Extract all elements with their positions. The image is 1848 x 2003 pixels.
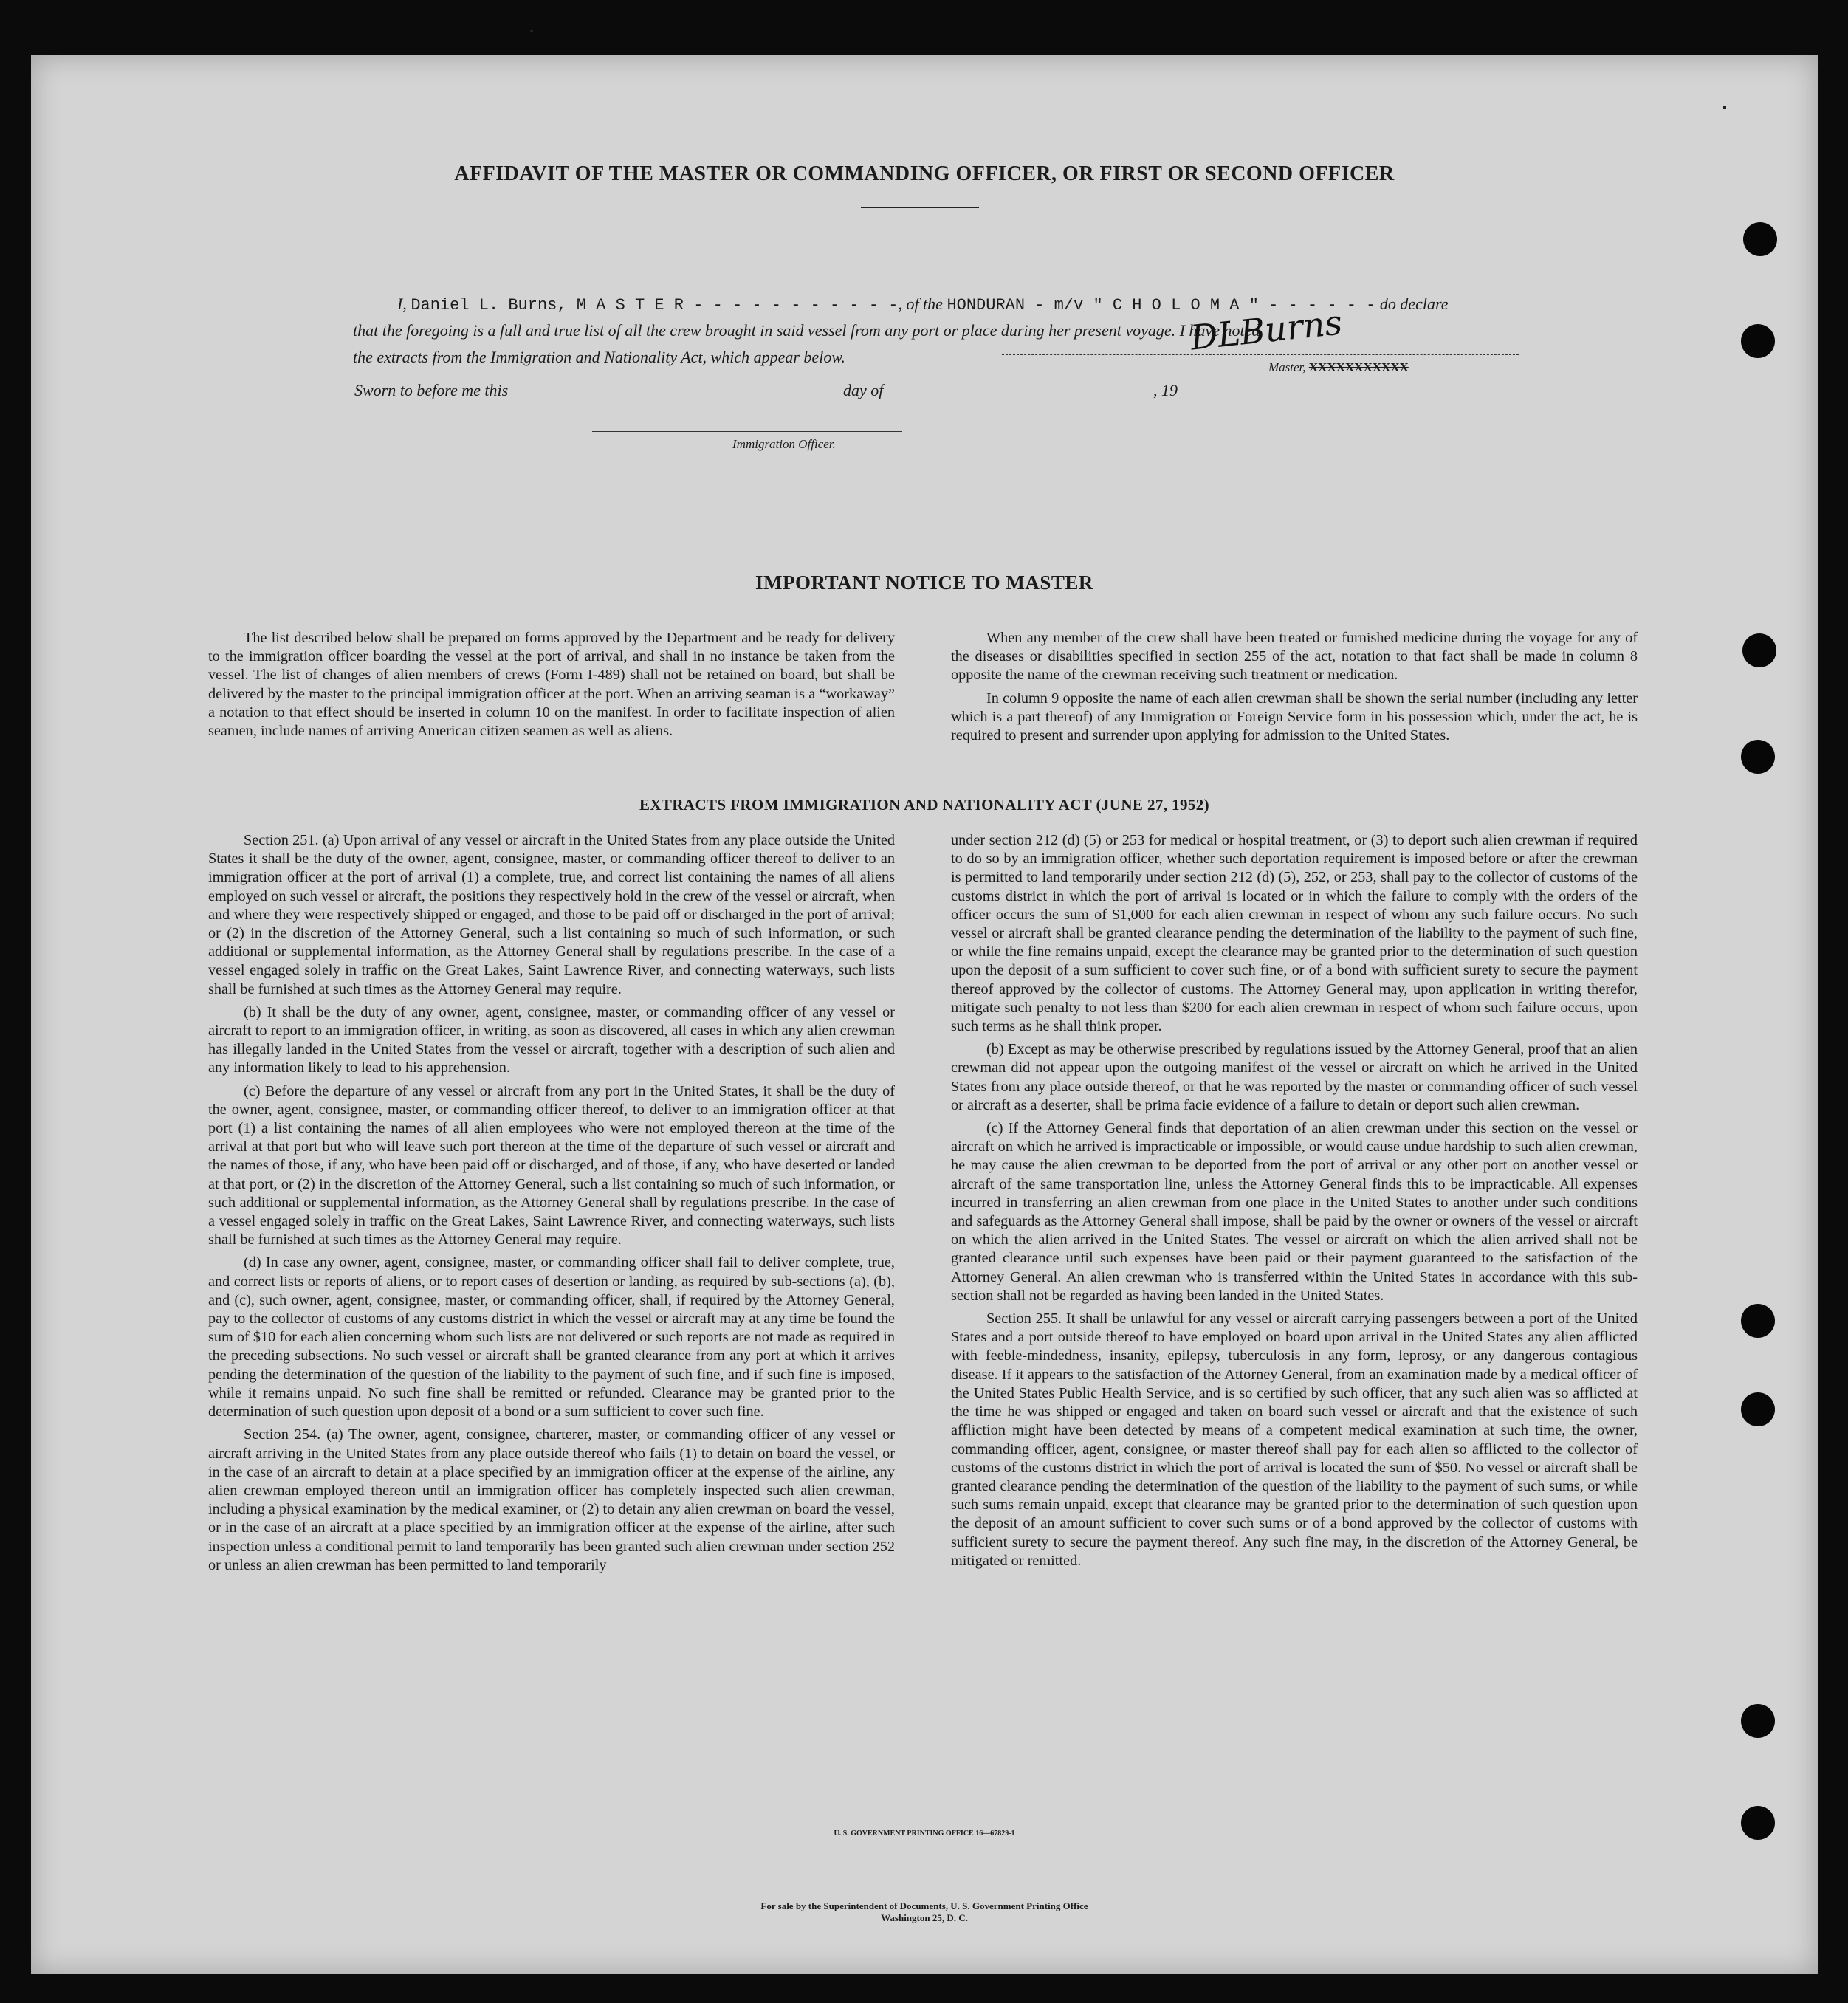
punch-hole <box>1741 740 1775 774</box>
punch-hole <box>1743 222 1777 256</box>
notice-right-paragraph-2: In column 9 opposite the name of each alien crewman shall be shown the serial number (including any letter which is a part thereof) of any Immigration or Foreign Service form in his possession which, under the act, he is required to present and surrender upon applying for admission to the United States. <box>951 690 1638 744</box>
section-254-b: (b) Except as may be otherwise prescribed by regulations issued by the Attorney General, proof that an alien crewman did not appear upon the outgoing manifest of the vessel or aircraft on which he arrived in the United States from any place outside thereof, or that he was reported by the master or commanding officer of such vessel or aircraft as a deserter, shall be prima facie evidence of a failure to detain or deport such alien crewman. <box>951 1041 1638 1113</box>
section-251-a: Section 251. (a) Upon arrival of any vessel or aircraft in the United States from any place outside the United States it shall be the duty of the owner, agent, consignee, master, or commanding officer thereof to deliver to an immigration officer at the port of arrival (1) a complete, true, and correct list containing the names of all aliens employed on such vessel or aircraft, the positions they respectively hold in the crew of the vessel or aircraft, when and where they were respectively shipped or engaged, and those to be paid off or discharged in the port of arrival; or (2) in the discretion of the Attorney General, such a list containing so much of such information, or such additional or supplemental information, as the Attorney General shall by regulations prescribe. In the case of a vessel engaged solely in traffic on the Great Lakes, Saint Lawrence River, and connecting waterways, such lists shall be furnished at such times as the Attorney General may require. <box>208 832 895 997</box>
of-the-label: , of the <box>898 295 943 313</box>
sale-line-1: For sale by the Superintendent of Documents, U. S. Government Printing Office <box>760 1900 1088 1911</box>
section-254-a-continued: under section 212 (d) (5) or 253 for medical or hospital treatment, or (3) to deport such alien crewman if required to do so by an immigration officer, whether such deportation requirement is imposed before or after the crewman is permitted to land temporarily under section 212 (d) (5), 252, or 253, shall pay to the collector of customs of the customs district in which the port of arrival is located or in which the failure to comply with the orders of the officer occurs the sum of $1,000 for each alien crewman in respect of whom any such failure occurs. No such vessel or aircraft shall be granted clearance pending the determination of the liability to the payment of such fine, or while the fine remains unpaid, except the clearance may be granted prior to the determination of such question upon the deposit of a sum sufficient to cover such fine, or of a bond with sufficient surety to secure the payment thereof approved by the collector of customs. The Attorney General may, upon application in writing therefor, mitigate such penalty to not less than $200 for each alien crewman in respect of whom such failure occurs, upon such terms as he shall think proper. <box>951 832 1638 1035</box>
do-declare-label: do declare <box>1379 295 1449 313</box>
section-251-b: (b) It shall be the duty of any owner, agent, consignee, master, or commanding officer of any vessel or aircraft to report to an immigration officer, in writing, as soon as discovered, all cases in which any alien crewman has illegally landed in the United States from the vessel or aircraft, together with a description of such alien and any information likely to lead to his apprehension. <box>208 1003 895 1076</box>
document-page <box>31 55 1818 1974</box>
struck-title: XXXXXXXXXXX <box>1308 360 1409 374</box>
notice-title: IMPORTANT NOTICE TO MASTER <box>755 571 1093 594</box>
extracts-left-column <box>208 831 895 1579</box>
officer-signature-rule <box>592 431 902 432</box>
year-label: , 19 <box>1153 381 1178 399</box>
affidavit-title: AFFIDAVIT OF THE MASTER OR COMMANDING OFFICER, OR FIRST OR SECOND OFFICER <box>454 162 1395 185</box>
punch-hole <box>1741 1304 1775 1338</box>
punch-hole <box>1741 324 1775 358</box>
sale-line-2: Washington 25, D. C. <box>881 1912 968 1923</box>
scan-speck <box>1723 106 1726 109</box>
vessel-name: HONDURAN - m/v " C H O L O M A " - - - - - - <box>947 296 1376 315</box>
notice-left-column <box>208 629 895 745</box>
day-of-label: day of <box>843 381 884 399</box>
master-label: Master, <box>1268 360 1306 374</box>
punch-hole <box>1741 1806 1775 1840</box>
master-signature: DLBurns <box>1188 302 1344 358</box>
punch-hole <box>1742 633 1776 667</box>
section-251-d: (d) In case any owner, agent, consignee, master, or commanding officer shall fail to deliver complete, true, and correct lists or reports of aliens, or to report cases of desertion or landing, as required by sub-sections (a), (b), and (c), such owner, agent, consignee, master, or commanding officer, shall, if required by the Attorney General, pay to the collector of customs of any customs district in which the vessel or aircraft may at any time be found the sum of $10 for each alien concerning whom such lists are not delivered or such reports are not made as required in the preceding subsections. No such vessel or aircraft shall be granted clearance from any port at which it arrives pending the determination of the question of the liability to the payment of such fine, and if such fine is imposed, while it remains unpaid. No such fine shall be remitted or refunded. Clearance may be granted prior to the determination of such question upon deposit of a bond or a sum sufficient to cover such fine. <box>208 1254 895 1420</box>
title-rule <box>861 207 979 208</box>
statement-line-1: that the foregoing is a full and true list of all the crew brought in said vessel from any port or place during her present voyage. I have noted <box>353 321 1260 340</box>
notice-left-paragraph: The list described below shall be prepared on forms approved by the Department and be ready for delivery to the immigration officer boarding the vessel at the port of arrival, and shall in no instance be taken from the vessel. The list of changes of alien members of crews (Form I-489) shall not be retained on board, but shall be delivered by the master to the principal immigration officer at the port. When an arriving seaman is a “workaway” a notation to that effect should be inserted in column 10 on the manifest. In order to facilitate inspection of alien seamen, include names of arriving American citizen seamen as well as aliens. <box>208 630 895 740</box>
section-251-c: (c) Before the departure of any vessel or aircraft from any port in the United States, it shall be the duty of the owner, agent, consignee, master, or commanding officer thereof, to deliver to an immigration officer at that port (1) a list containing the names of all alien employees who were not employed thereon at the time of the arrival at that port but who will leave such port thereon at the time of the departure of such vessel or aircraft and the names of those, if any, who have been paid off or discharged, and of those, if any, who have deserted or landed at that port, or (2) in the discretion of the Attorney General, such a list containing so much of such information, or such additional or supplemental information, as the Attorney General shall by regulations prescribe. In the case of a vessel engaged solely in traffic on the Great Lakes, Saint Lawrence River, and connecting waterways, such lists shall be furnished at such times as the Attorney General may require. <box>208 1082 895 1248</box>
declarant-name: Daniel L. Burns, M A S T E R - - - - - - - - - - - <box>411 296 899 315</box>
sale-notice <box>31 1900 1818 1924</box>
section-254-a: Section 254. (a) The owner, agent, consignee, charterer, master, or commanding officer of any vessel or aircraft arriving in the United States from any place outside thereof who fails (1) to detain on board the vessel, or in the case of an aircraft to detain at a place specified by an immigration officer at the expense of the airline, any alien crewman employed thereon until an immigration officer has completely inspected such alien crewman, including a physical examination by the medical examiner, or (2) to detain any alien crewman on board the vessel, or in the case of an aircraft at a place specified by an immigration officer at the expense of the airline, after such inspection unless a conditional permit to land temporarily has been granted such alien crewman under section 252 or unless an alien crewman has been permitted to land temporarily <box>208 1426 895 1573</box>
notice-right-column <box>951 629 1638 749</box>
signature-rule <box>1002 354 1519 355</box>
section-254-c: (c) If the Attorney General finds that deportation of an alien crewman under this section on the vessel or aircraft on which he arrived is impracticable or impossible, or would cause undue hardship to such alien crewman, he may cause the alien crewman to be deported from the port of arrival or any other port on another vessel or aircraft of the same transportation line, unless the Attorney General finds this to be impracticable. All expenses incurred in transferring an alien crewman from one place in the United States to another under such conditions and safeguards as the Attorney General shall impose, shall be paid by the owner or owners of the vessel or aircraft on which the alien arrived in the United States. The vessel or aircraft on which the alien arrived shall not be granted clearance until such expenses have been paid or their payment guaranteed to the satisfaction of the Attorney General. An alien crewman who is transferred within the United States in accordance with this sub-section shall not be regarded as having been landed in the United States. <box>951 1120 1638 1304</box>
scan-speck <box>530 30 533 32</box>
master-caption <box>1268 360 1409 375</box>
section-255: Section 255. It shall be unlawful for any vessel or aircraft carrying passengers between a port of the United States and a port outside thereof to have employed on board upon arrival in the United States any alien afflicted with feeble-mindedness, insanity, epilepsy, tuberculosis in any form, leprosy, or any dangerous contagious disease. If it appears to the satisfaction of the Attorney General, from an examination made by a medical officer of the United States Public Health Service, and is so certified by such officer, that any such alien was so afflicted at the time he was shipped or engaged and taken on board such vessel or aircraft and that the existence of such affliction might have been detected by means of a competent medical examination at such time, the owner, commanding officer, agent, consignee, or master thereof shall pay for each alien so afflicted to the collector of customs of the customs district in which the port of arrival is located the sum of $50. No vessel or aircraft shall be granted clearance pending the determination of the question of the liability to the payment of such sums, or while such sums remain unpaid, except that clearance may be granted prior to the determination of such question upon the deposit of an amount sufficient to cover such sums or of a bond approved by the collector of customs with sufficient surety to secure the payment thereof. Any such fine may, in the discretion of the Attorney General, be mitigated or remitted. <box>951 1310 1638 1569</box>
extracts-title: EXTRACTS FROM IMMIGRATION AND NATIONALITY ACT (JUNE 27, 1952) <box>639 796 1210 814</box>
statement-line-2: the extracts from the Immigration and Nationality Act, which appear below. <box>353 348 845 366</box>
sworn-label: Sworn to before me this <box>354 381 509 399</box>
punch-hole <box>1741 1392 1775 1426</box>
officer-label: Immigration Officer. <box>732 437 836 451</box>
extracts-right-column <box>951 831 1638 1575</box>
i-label: I, <box>397 295 407 313</box>
notice-right-paragraph-1: When any member of the crew shall have been treated or furnished medicine during the voyage for any of the diseases or disabilities specified in section 255 of the act, notation to that fact shall be made in column 8 opposite the name of the crewman receiving such treatment or medication. <box>951 630 1638 684</box>
printing-office-line: U. S. GOVERNMENT PRINTING OFFICE 16—67829-1 <box>834 1830 1015 1838</box>
punch-hole <box>1741 1704 1775 1738</box>
